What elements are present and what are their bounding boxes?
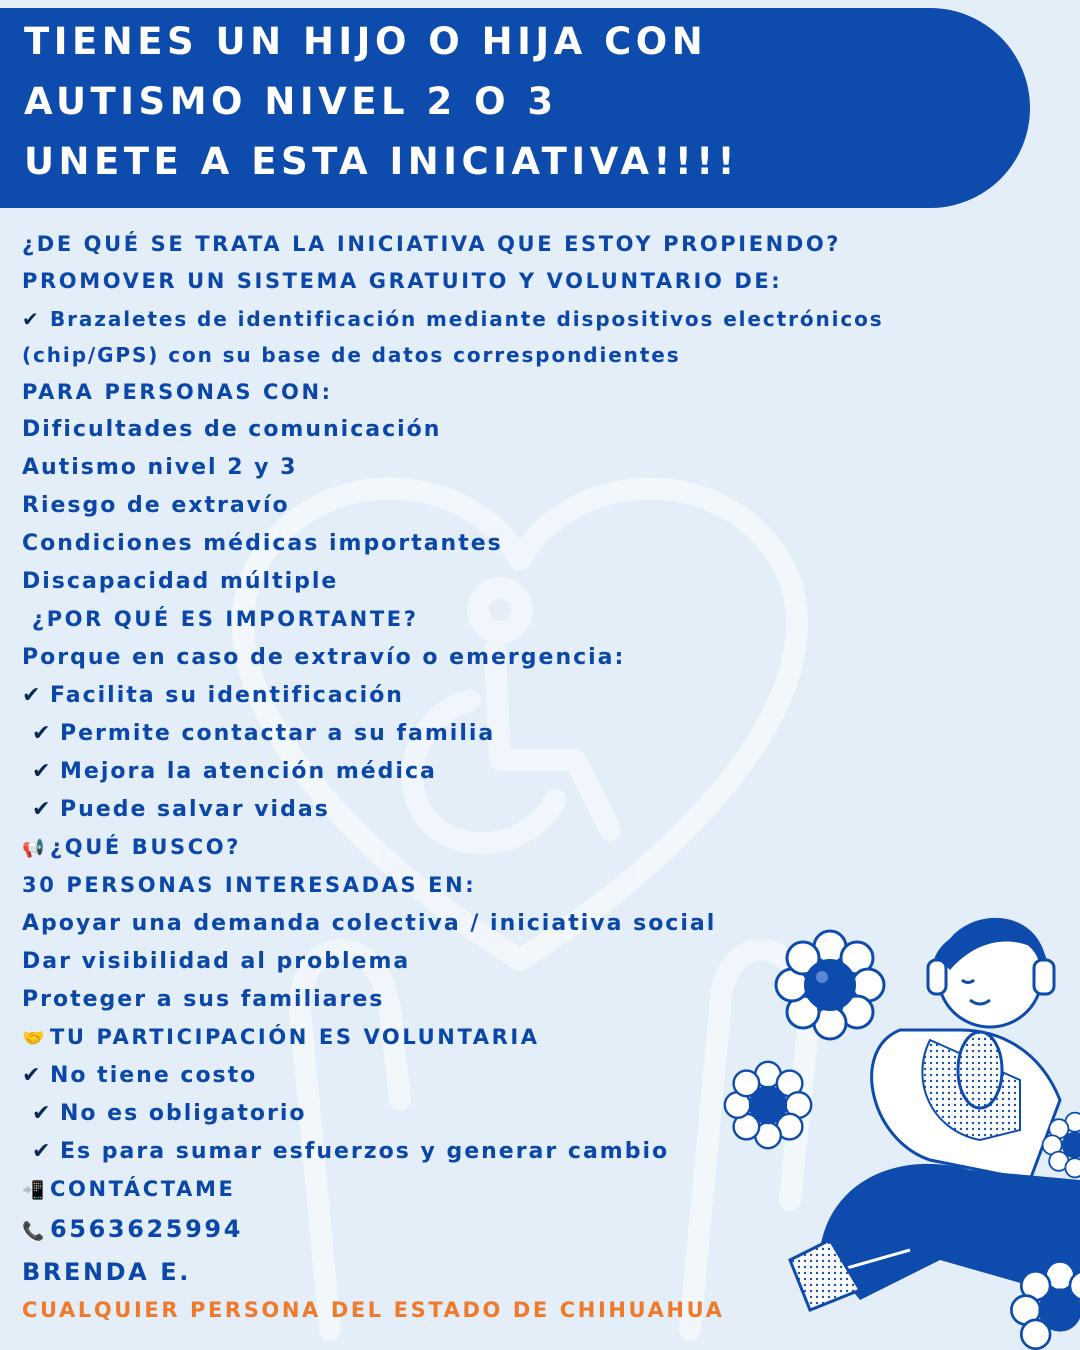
check-icon: ✔ [32,797,53,822]
bracelet-text-1: Brazaletes de identificación mediante dispositivos electrónicos [50,307,884,331]
interest-item: Proteger a sus familiares [22,987,385,1012]
people-item: Condiciones médicas importantes [22,531,503,556]
for-people-heading: PARA PERSONAS CON: [22,380,333,404]
interest-item: Dar visibilidad al problema [22,949,411,974]
people-item: Autismo nivel 2 y 3 [22,455,298,480]
people-item: Dificultades de comunicación [22,417,442,442]
voluntary-item: ✔ No tiene costo [22,1063,258,1088]
check-icon: ✔ [32,759,53,784]
interest-item: Apoyar una demanda colectiva / iniciativa social [22,911,717,936]
phone-number: 6563625994 [50,1215,243,1243]
benefit-item: ✔ Facilita su identificación [22,683,404,708]
thirty-people-heading: 30 PERSONAS INTERESADAS EN: [22,873,477,897]
voluntary-item: ✔ Es para sumar esfuerzos y generar cambio [32,1139,670,1164]
check-icon: ✔ [22,1063,43,1088]
check-icon: ✔ [32,1101,53,1126]
banner-title-line-3: UNETE A ESTA INICIATIVA!!!! [24,140,739,183]
people-item: Riesgo de extravío [22,493,290,518]
phone-arrow-icon: 📲 [22,1180,48,1201]
check-icon: ✔ [32,1139,53,1164]
benefit-item: ✔ Puede salvar vidas [32,797,330,822]
phone-line [22,1215,243,1243]
voluntary-item: ✔ No es obligatorio [32,1101,307,1126]
bracelet-line-1 [22,307,884,331]
contact-heading: 📲 CONTÁCTAME [22,1177,236,1201]
banner-title-line-1: TIENES UN HIJO O HIJA CON [24,20,708,63]
banner-title-line-2: AUTISMO NIVEL 2 O 3 [24,80,558,123]
footer-note: CUALQUIER PERSONA DEL ESTADO DE CHIHUAHUA [22,1298,725,1322]
handshake-icon: 🤝 [22,1028,48,1049]
why-heading: ¿POR QUÉ ES IMPORTANTE? [22,607,419,631]
check-icon: ✔ [32,721,53,746]
child-with-headphones-illustration [700,880,1080,1350]
people-item: Discapacidad múltiple [22,569,339,594]
question-heading: ¿DE QUÉ SE TRATA LA INICIATIVA QUE ESTOY PROPIENDO? [22,232,842,256]
because-text: Porque en caso de extravío o emergencia: [22,645,626,670]
bracelet-line-2: (chip/GPS) con su base de datos correspondientes [22,343,681,367]
benefit-item: ✔ Mejora la atención médica [32,759,437,784]
benefit-item: ✔ Permite contactar a su familia [32,721,496,746]
contact-name: BRENDA E. [22,1258,192,1286]
megaphone-icon: 📢 [22,838,48,859]
check-icon: ✔ [22,307,41,331]
seek-heading: 📢 ¿QUÉ BUSCO? [22,835,241,859]
phone-icon: 📞 [22,1221,48,1242]
voluntary-heading: 🤝 TU PARTICIPACIÓN ES VOLUNTARIA [22,1025,540,1049]
check-icon: ✔ [22,683,43,708]
promote-heading: PROMOVER UN SISTEMA GRATUITO Y VOLUNTARIO DE: [22,269,783,293]
